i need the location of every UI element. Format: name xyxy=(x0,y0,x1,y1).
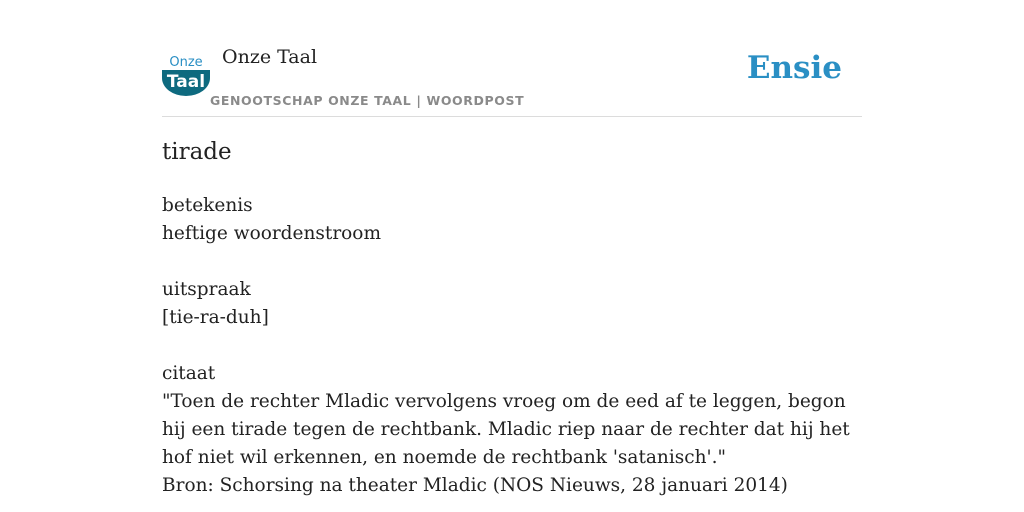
meaning-text: heftige woordenstroom xyxy=(162,223,381,244)
onze-taal-logo[interactable] xyxy=(162,52,210,96)
spacer xyxy=(162,248,862,276)
logo-bottom-text: Taal xyxy=(166,72,206,92)
source-subtitle: GENOOTSCHAP ONZE TAAL | WOORDPOST xyxy=(210,93,525,108)
entry-content xyxy=(162,192,862,500)
spacer xyxy=(162,332,862,360)
logo-graphic xyxy=(162,52,210,96)
pronunciation-label: uitspraak xyxy=(162,279,251,300)
quote-text: "Toen de rechter Mladic vervolgens vroeg om de eed af te leggen, begon hij een tirade tegen de rechtbank. Mladic riep naar de rechter dat hij het hof niet wil erkennen, en noemde de rechtbank 'satanisch'." xyxy=(162,391,850,468)
pronunciation-text: [tie-ra-duh] xyxy=(162,307,269,328)
quote-label: citaat xyxy=(162,363,216,384)
entry-word: tirade xyxy=(162,139,232,165)
source-name[interactable]: Onze Taal xyxy=(222,46,318,68)
ensie-brand-logo[interactable]: Ensie xyxy=(746,50,842,86)
header xyxy=(162,40,862,117)
logo-top-text: Onze xyxy=(169,55,203,70)
meaning-label: betekenis xyxy=(162,195,253,216)
quote-source: Bron: Schorsing na theater Mladic (NOS Nieuws, 28 januari 2014) xyxy=(162,475,788,496)
